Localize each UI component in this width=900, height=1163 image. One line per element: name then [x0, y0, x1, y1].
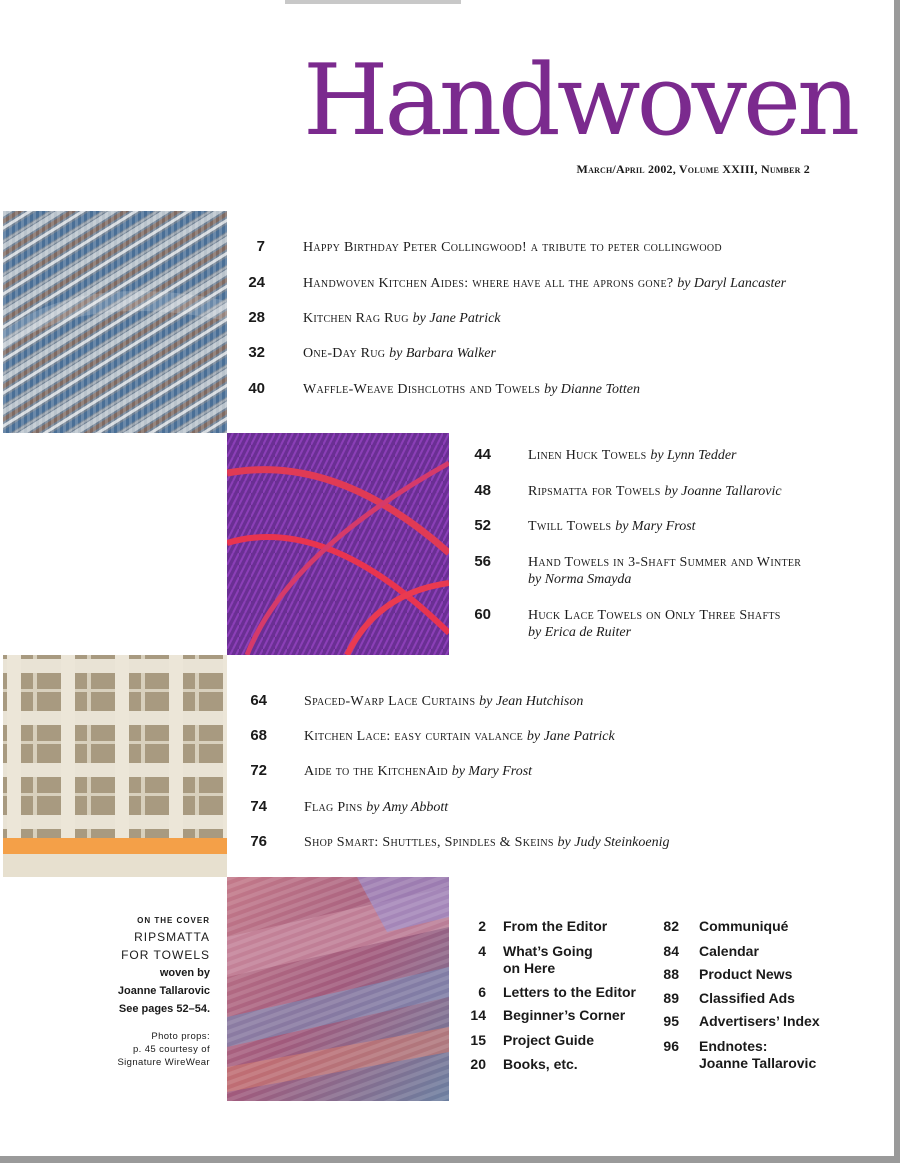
- toc-title-text: Ripsmatta for Towels: [528, 484, 661, 499]
- photo-purple-twill: [227, 433, 449, 655]
- toc-title-text: Handwoven Kitchen Aides: where have all the aprons gone?: [303, 276, 674, 291]
- dept-page-number: 15: [470, 1032, 486, 1048]
- photo-ripsmatta-cover: [227, 877, 449, 1101]
- toc-byline: by Mary Frost: [615, 519, 696, 534]
- toc-title: [304, 729, 615, 745]
- photo-striped-weave: [3, 211, 227, 433]
- toc-byline: by Jean Hutchison: [479, 694, 584, 709]
- cover-title-line: FOR TOWELS: [121, 948, 210, 962]
- dept-label[interactable]: What’s Going on Here: [503, 943, 593, 976]
- toc-title-text: Kitchen Rag Rug: [303, 311, 409, 326]
- dept-page-number: 82: [663, 918, 679, 934]
- toc-byline: by Joanne Tallarovic: [664, 484, 782, 499]
- toc-page-number: 24: [248, 274, 265, 291]
- dept-label[interactable]: Letters to the Editor: [503, 984, 637, 1000]
- scroll-indicator: [285, 0, 461, 4]
- dept-label[interactable]: Classified Ads: [699, 990, 795, 1006]
- dept-label[interactable]: Beginner’s Corner: [503, 1007, 626, 1023]
- dept-label[interactable]: Communiqué: [699, 918, 789, 934]
- photo-credit-line: p. 45 courtesy of: [132, 1044, 210, 1055]
- toc-page-number: 52: [474, 517, 491, 534]
- toc-page-number: 44: [474, 446, 491, 463]
- toc-title: [528, 608, 781, 624]
- cover-body-line: woven by: [159, 967, 210, 979]
- toc-page-number: 7: [256, 238, 265, 255]
- issue-line: March/April 2002, Volume XXIII, Number 2: [576, 162, 810, 176]
- toc-title: [303, 276, 786, 292]
- toc-byline: by Norma Smayda: [528, 572, 632, 587]
- toc-page-number: 48: [474, 482, 491, 499]
- toc-title: [303, 311, 501, 327]
- toc-title-text: Huck Lace Towels on Only Three Shafts: [528, 608, 781, 623]
- dept-label[interactable]: Books, etc.: [503, 1056, 578, 1072]
- toc-byline: by Jane Patrick: [526, 729, 615, 744]
- dept-page-number: 88: [663, 966, 679, 982]
- dept-label[interactable]: Product News: [699, 966, 793, 982]
- page-edge-right: [894, 0, 900, 1163]
- dept-page-number: 4: [478, 943, 486, 959]
- toc-byline: by Judy Steinkoenig: [557, 835, 670, 850]
- toc-title-text: Shop Smart: Shuttles, Spindles & Skeins: [304, 835, 554, 850]
- toc-title: [304, 800, 448, 816]
- toc-byline: by Daryl Lancaster: [677, 276, 787, 291]
- toc-title-text: One-Day Rug: [303, 346, 386, 361]
- dept-label[interactable]: From the Editor: [503, 918, 608, 934]
- toc-title: [303, 382, 640, 398]
- dept-label[interactable]: Project Guide: [503, 1032, 595, 1048]
- dept-page-number: 2: [478, 918, 486, 934]
- toc-title-text: Waffle-Weave Dishcloths and Towels: [303, 382, 541, 397]
- dept-label[interactable]: Endnotes: Joanne Tallarovic: [699, 1038, 817, 1071]
- photo-lace-curtain: [3, 655, 227, 877]
- toc-byline: by Barbara Walker: [389, 346, 496, 361]
- toc-title: [304, 764, 532, 780]
- cover-body-line: Joanne Tallarovic: [117, 985, 210, 997]
- toc-title-text: Happy Birthday Peter Collingwood! a tribute to peter collingwood: [303, 240, 722, 255]
- dept-page-number: 95: [663, 1013, 679, 1029]
- toc-title-text: Aide to the KitchenAid: [304, 764, 448, 779]
- toc-title: [528, 448, 737, 464]
- toc-title-text: Linen Huck Towels: [528, 448, 647, 463]
- toc-page-number: 56: [474, 553, 491, 570]
- toc-title: [528, 555, 801, 571]
- toc-page-number: 32: [248, 344, 265, 361]
- masthead-title: Handwoven: [303, 44, 857, 158]
- toc-title-text: Spaced-Warp Lace Curtains: [304, 694, 476, 709]
- cover-body-line: See pages 52–54.: [118, 1003, 210, 1015]
- dept-page-number: 20: [470, 1056, 486, 1072]
- toc-byline: by Amy Abbott: [366, 800, 449, 815]
- dept-page-number: 89: [663, 990, 679, 1006]
- toc-page-number: 76: [250, 833, 267, 850]
- dept-label[interactable]: Calendar: [699, 943, 759, 959]
- toc-page-number: 68: [250, 727, 267, 744]
- toc-page-number: 72: [250, 762, 267, 779]
- toc-byline: by Mary Frost: [451, 764, 533, 779]
- toc-title: [304, 694, 583, 710]
- dept-label[interactable]: Advertisers’ Index: [699, 1013, 820, 1029]
- page-edge-bottom: [0, 1156, 900, 1163]
- toc-title-text: Flag Pins: [304, 800, 363, 815]
- cover-kicker: ON THE COVER: [137, 916, 210, 925]
- toc-page-number: 60: [474, 606, 491, 623]
- toc-page-number: 74: [250, 798, 267, 815]
- toc-title: [303, 346, 496, 362]
- toc-byline: by Dianne Totten: [544, 382, 640, 397]
- toc-title-text: Kitchen Lace: easy curtain valance: [304, 729, 524, 744]
- toc-title: [304, 835, 669, 851]
- toc-title: [528, 519, 696, 535]
- toc-title: [528, 484, 782, 500]
- toc-page-number: 28: [248, 309, 265, 326]
- dept-page-number: 84: [663, 943, 679, 959]
- dept-page-number: 6: [478, 984, 486, 1000]
- cover-title-line: RIPSMATTA: [134, 930, 210, 944]
- dept-page-number: 96: [663, 1038, 679, 1054]
- toc-page-number: 64: [250, 692, 267, 709]
- toc-byline: by Jane Patrick: [412, 311, 501, 326]
- dept-page-number: 14: [470, 1007, 486, 1023]
- toc-title-text: Twill Towels: [528, 519, 612, 534]
- photo-credit-line: Photo props:: [151, 1031, 210, 1042]
- toc-page-number: 40: [248, 380, 265, 397]
- photo-credit-line: Signature WireWear: [117, 1057, 210, 1068]
- toc-title-text: Hand Towels in 3-Shaft Summer and Winter: [528, 555, 802, 570]
- toc-title: [303, 240, 722, 256]
- toc-byline: by Lynn Tedder: [650, 448, 737, 463]
- toc-byline: by Erica de Ruiter: [528, 625, 632, 640]
